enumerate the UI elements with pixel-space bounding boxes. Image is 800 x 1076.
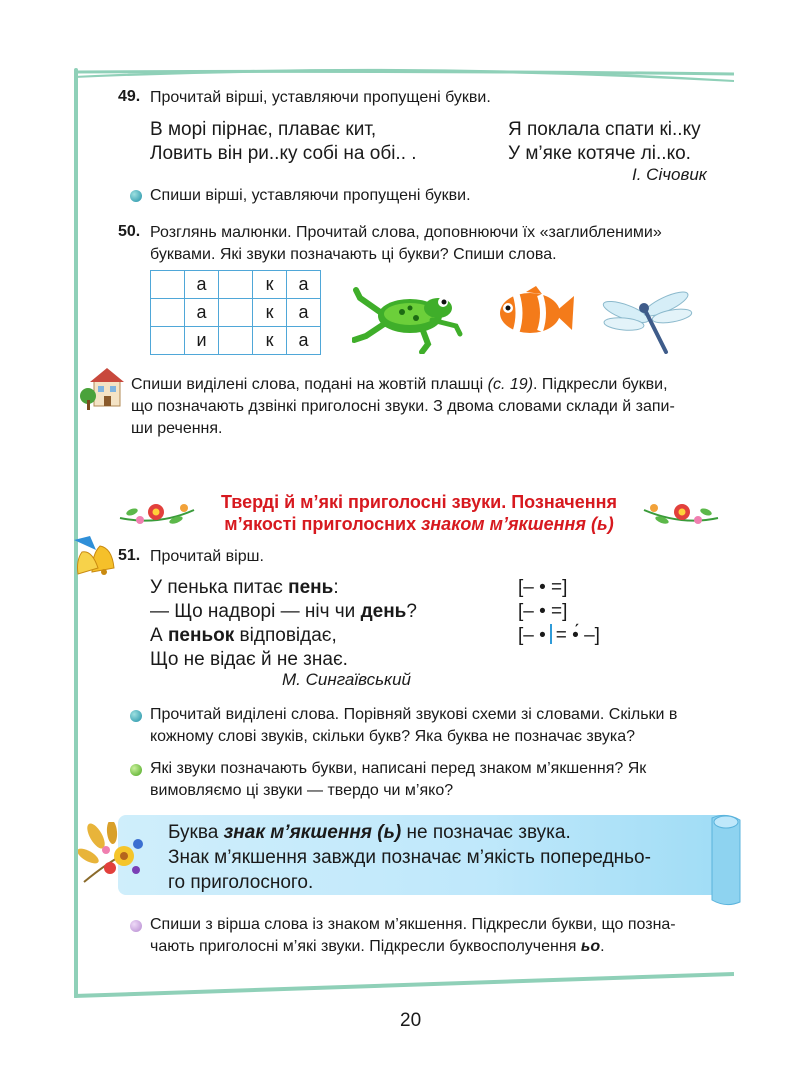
home-task-line: ши речення.	[131, 420, 223, 437]
sound-schemes	[518, 576, 600, 648]
house-icon	[80, 366, 124, 412]
text-line: Спиши з вірша слова із знаком м’якшення. Підкресли букви, що позна-	[150, 916, 676, 933]
grid-cell	[219, 299, 253, 327]
teal-bullet-icon	[130, 710, 142, 722]
grid-cell	[219, 271, 253, 299]
text: знаком м’якшення (ь)	[421, 514, 614, 534]
home-task-line: що позначають дзвінкі приголосні звуки. З двома словами склади й запи-	[131, 398, 675, 415]
text: = •́ –]	[555, 625, 600, 646]
letter-grid	[150, 270, 321, 355]
teal-bullet-icon	[130, 190, 142, 202]
page-reference: (с. 19)	[487, 376, 534, 393]
scroll-icon	[706, 812, 746, 908]
poem-line: Ловить він ри..ку собі на обі.. .	[150, 143, 417, 164]
grid-cell	[151, 271, 185, 299]
home-task	[131, 374, 731, 440]
grid-cell: а	[287, 299, 321, 327]
poem-right	[508, 118, 701, 166]
rule-line: го приголосного.	[168, 872, 314, 893]
floral-ornament-right-icon	[642, 496, 720, 530]
text: . Підкресли букви,	[533, 376, 668, 393]
highlighted-word: пеньок	[167, 625, 235, 646]
grid-cell	[219, 327, 253, 355]
bottom-frame-line	[74, 968, 734, 1008]
text: чають приголосні м’які звуки. Підкресли буквосполучення	[150, 938, 581, 955]
rule-line: Знак м’якшення завжди позначає м’якість попередньо-	[168, 847, 651, 868]
exercise-50-text	[150, 222, 730, 266]
text: Спиши виділені слова, подані на жовтій плашці	[131, 376, 488, 393]
text: м’якості приголосних	[224, 514, 422, 534]
highlighted-word: пень	[288, 577, 334, 598]
bells-icon	[70, 534, 120, 578]
poem-left	[150, 118, 417, 166]
exercise-49-text: Прочитай вірші, уставляючи пропущені букви.	[150, 89, 491, 106]
text-line: Прочитай виділені слова. Порівняй звукові схеми зі словами. Скільки в	[150, 706, 678, 723]
poem-penok	[150, 576, 417, 672]
home-task-line	[131, 374, 731, 396]
text: У пенька питає	[150, 577, 289, 598]
poem-line: Я поклала спати кі..ку	[508, 119, 701, 140]
grid-cell: к	[253, 299, 287, 327]
grid-cell: к	[253, 327, 287, 355]
top-frame-line	[74, 62, 734, 84]
grid-cell: а	[185, 299, 219, 327]
grid-cell: а	[287, 327, 321, 355]
violet-bullet-icon	[130, 920, 142, 932]
poem-line	[150, 624, 417, 648]
text: Буква	[168, 822, 224, 843]
text-line: буквами. Які звуки позначають ці букви? Спиши слова.	[150, 246, 557, 263]
grid-row	[151, 327, 321, 355]
sound-scheme	[518, 624, 600, 648]
section-title-line	[196, 513, 642, 535]
text-line: Які звуки позначають букви, написані перед знаком м’якшення? Як	[150, 760, 647, 777]
exercise-50-number: 50.	[118, 223, 141, 240]
text: знак м’якшення (ь)	[223, 822, 402, 843]
green-bullet-icon	[130, 764, 142, 776]
final-task	[150, 914, 740, 958]
frog-icon	[352, 278, 464, 354]
poem-line: У м’яке котяче лі..ко.	[508, 143, 691, 164]
poem-line	[150, 576, 417, 600]
dragonfly-icon	[602, 290, 694, 354]
grid-cell	[151, 299, 185, 327]
exercise-49-task: Спиши вірші, уставляючи пропущені букви.	[150, 187, 471, 204]
exercise-51-text: Прочитай вірш.	[150, 548, 264, 565]
grid-cell: а	[287, 271, 321, 299]
poem-line: Що не відає й не знає.	[150, 649, 348, 670]
text: відповідає,	[234, 625, 337, 646]
sound-scheme: [– • =]	[518, 577, 568, 598]
text: не позначає звука.	[401, 822, 571, 843]
text: :	[333, 577, 339, 598]
exercise-49-number: 49.	[118, 88, 141, 105]
text: ?	[406, 601, 417, 622]
flower-bouquet-icon	[78, 822, 154, 886]
highlighted-word: день	[360, 601, 407, 622]
page-number: 20	[400, 1010, 422, 1031]
grid-cell: и	[185, 327, 219, 355]
author-synhaivskyi: М. Сингаївський	[282, 670, 411, 689]
rule-text	[168, 820, 708, 895]
text: — Що надворі — ніч чи	[150, 601, 361, 622]
text: А	[150, 625, 168, 646]
exercise-51-number: 51.	[118, 547, 141, 564]
section-title-line: Тверді й м’які приголосні звуки. Позначення	[220, 492, 618, 512]
text: [– •	[518, 625, 546, 646]
floral-ornament-left-icon	[118, 496, 196, 530]
author-sichovyk: І. Січовик	[632, 165, 707, 184]
text-line: Розглянь малюнки. Прочитай слова, доповнюючи їх «заглибленими»	[150, 224, 662, 241]
text: ьо	[580, 938, 601, 955]
grid-cell	[151, 327, 185, 355]
grid-row	[151, 271, 321, 299]
rule-line	[168, 820, 708, 845]
sound-scheme: [– • =]	[518, 601, 568, 622]
grid-cell: а	[185, 271, 219, 299]
section-title	[196, 491, 642, 535]
task-51-1	[150, 704, 730, 748]
poem-line	[150, 600, 417, 624]
grid-row	[151, 299, 321, 327]
syllable-divider	[550, 624, 552, 644]
poem-line: В морі пірнає, плаває кит,	[150, 119, 377, 140]
text: .	[600, 938, 605, 955]
text-line: кожному слові звуків, скільки букв? Яка буква не позначає звука?	[150, 728, 636, 745]
text-line: вимовляємо ці звуки — твердо чи м’яко?	[150, 782, 454, 799]
text-line	[150, 936, 740, 958]
task-51-2	[150, 758, 730, 802]
grid-cell: к	[253, 271, 287, 299]
fish-icon	[496, 286, 576, 340]
